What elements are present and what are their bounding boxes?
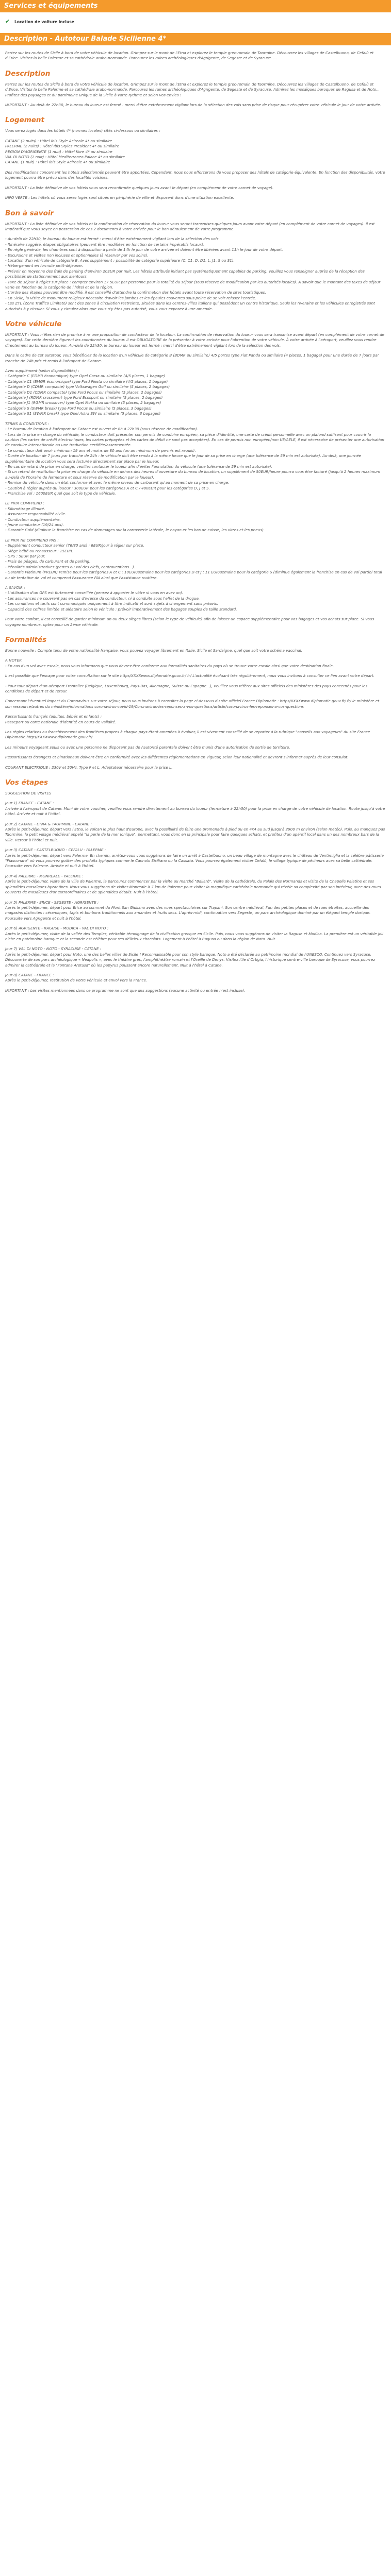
price-excludes-title: LE PRIX NE COMPREND PAS : [5,537,59,543]
terms-title: TERMS & CONDITIONS : [5,421,50,426]
step-item [5,801,386,817]
car-option: - Catégorie J (RDMR crossover) type Ford Ecosport ou similaire (5 places, 2 bagages) [5,395,163,400]
good-to-know-item: - Itinéraire suggéré, étapes obligatoires (peuvent être modifiées en fonction de certains impératifs locaux). [5,242,205,247]
lodging-info: INFO VERTE : Les hôtels où vous serez logés sont situés en périphérie de ville et disposent donc d'une situation excellente. [5,195,234,200]
content [0,50,391,993]
services-header: Services et équipements [0,0,391,12]
price-excludes-item: - Siège bébé ou rehausseur : 15EUR. [5,548,74,553]
terms-item: - Le bureau de location à l'aéroport de Catane est ouvert de 8h à 22h30 (sous réserve de modification). [5,427,198,432]
description-text: Partez sur les routes de Sicile à bord de votre véhicule de location. Grimpez sur le mont de l'Etna et explorez le temple grec-romain de Taormine. Découvrez les villages de Castelbuono, de Cefalù et d'Erice. Visitez la belle Palerme et sa cathédrale arabo-normande. Parcourez les ruines archéologiques d'Agrigente, de Segeste et de Syracuse. Admirez les mosaïques baroques de Ragusa et de Noto... Profitez des paysages et du patrimoine unique de la Sicile à votre rythme et selon vos envies ! [5,81,380,97]
car-title: Votre véhicule [5,320,62,328]
formalities-minors: Les mineurs voyageant seuls ou avec une personne ne disposant pas de l'autorité parentale doivent être munis d'une autorisation de sortie de territoire. [5,744,290,750]
car-option: - Catégorie D (CDMR compacte) type Volkswagen Golf ou similaire (5 places, 2 bagages) [5,384,170,389]
hotel-item: CATANE (2 nuits) : Hôtel Ibis Style Acireale 4* ou similaire [5,138,112,143]
formalities-rules: Les règles relatives au franchissement des frontières propres à chaque pays étant amenées à évoluer, il est vivement conseillé de se reporter à la rubrique "conseils aux voyageurs" du site France Diplomatie.https/XXXXwww.diplomatie.gouv.fr/ [5,729,370,740]
step-label: Jour 1) FRANCE - CATANE : [5,801,54,806]
know-item: - Capacité des coffres limitée et aléatoire selon le véhicule : prévoir impérativement des bagages souples de taille standard. [5,606,237,612]
step-item [5,822,386,843]
car-important: IMPORTANT : Vous n'êtes rien de promise à re une proposition de conducteur de la location. La confirmation de réservation du loueur vous sera transmise avant départ (en complément de votre carnet de voyages). Sur cette dernière figurent les coordonnées du loueur. Il est OBLIGATOIRE de la présenter à votre arrivée pour l'obtention de votre véhicule. À votre arrivée à l'aéroport, veuillez vous rendre directement au bureau du loueur. Au-delà de 22h30, le bureau du loueur est fermé : merci d'être extrêmement vigilant lors de la sélection des vols. [5,332,385,348]
formalities-responsible: Il est possible que l'escape pour votre consultation sur le site https/XXXXwww.diplomatie.gouv.fr/ fr/ L'actualité évoluant très régulièrement, nous vous invitons à consulter ce lien avant votre départ. [5,673,374,679]
step-text: Après le petit-déjeuner, restitution de votre véhicule et envol vers la France. [5,978,148,983]
good-to-know-item: - En règle générale, les chambres sont à disposition à partir de 14h le jour de votre arrivée et doivent être libérées avant 11h le jour de votre départ. [5,247,283,252]
price-includes-item: - Assurance responsabilité civile. [5,512,67,517]
steps-intro: SUGGESTION DE VISITES [5,791,52,795]
step-text: Après le petit-déjeuner, départ vers l'Etna, le volcan le plus haut d'Europe, avec la possibilité de faire une promenade à pied ou en 4x4 au sud jusqu'à 2900 m environ (selon météo). Puis, au manquez pas Taormine, la petit village médiéval appelé "la perle de la mer Ionique", permettant, vous donc en la principale pour faire quelques achats, et profitez d'un apéritif local dans un des nombreux bars de la ville. Retour à l'hôtel et nuit. [5,827,385,842]
good-to-know-item: - Location d'un véhicule de catégorie B. Avec supplément : possibilité de catégorie supérieure (C, C1, D, D1, L, J1, S ou S1). [5,258,235,263]
terms-item: - Lors de la prise en charge du véhicule, le conducteur doit présenter son permis de conduire européen, sa pièce d'identité, une carte de crédit personnelle avec un plafond suffisant pour couvrir la caution (les cartes de crédit électroniques, les cartes prépayées et les cartes de débit ne sont pas acceptées). En cas de permis non européen/non UE/AELE, il est nécessaire de présenter une autorisation de conduire internationale ou une traduction certifiée/assermentée. [5,432,384,448]
good-to-know-item: - Les ZTL (Zone Traffico Limitato) sont des zones à circulation restreinte, situées dans les centres-villes italiens qui possèdent un centre historique. Seuls les riverains et les véhicules enregistrés sont autorisés à y circuler. Si vous y circulez alors que vous n'y êtes pas autorisé, vous vous exposez à une amende. [5,301,375,311]
price-excludes-item: - Pénalités administratives (pertes ou vol des clefs, contraventions...). [5,564,135,569]
price-excludes-list [5,538,386,581]
good-to-know-list [5,236,386,312]
price-excludes-item: - Supplément conducteur senior (76/80 ans) : 6EUR/jour à régler sur place. [5,543,144,548]
good-to-know-item: - En Sicile, la visite de monument religieux nécessite d'avoir les jambes et les épaules couvertes sous peine de se voir refuser l'entrée. [5,295,256,300]
car-option: - Catégorie S1 (SWMR break) type Opel Astra SW ou similaire (5 places, 3 bagages) [5,411,161,416]
formalities-note-title: A NOTER [5,658,22,663]
steps-title: Vos étapes [5,778,48,787]
car-option: - Catégorie J1 (RGMR crossover) type Opel Mokka ou similaire (5 places, 2 bagages) [5,400,161,405]
intro-text: Partez sur les routes de Sicile à bord de votre véhicule de location. Grimpez sur le mont de l'Etna et explorez le temple grec-romain de Taormine. Découvrez les villages de Castelbuono, de Cefalù et d'Erice. Visitez la belle Palerme et sa cathédrale arabo-normande. Parcourez les ruines archéologiques d'Agrigente, de Segeste et de Syracuse. ... [5,50,374,61]
good-to-know-item: - Prévoir en moyenne des frais de parking d'environ 20EUR par nuit. Les hôtels attribués initiant pas systématiquement capables de parking, veuillez vous renseigner auprès de la réception des possibilités de stationnement aux alentours. [5,268,365,279]
step-label: Jour 4) PALERME - MONREALE - PALERME : [5,873,84,878]
steps-important: IMPORTANT : Les visites mentionnées dans ce programme ne sont que des suggestions (aucune activité ou entrée n'est incluse). [5,988,246,993]
know-item: - L'utilisation d'un GPS est fortement conseillée (pensez à apporter le vôtre si vous en avez un). [5,590,184,596]
formalities-intro: Bonne nouvelle : Compte tenu de votre nationalité française, vous pouvez voyager librement en Italie, Sicile et Sardaigne, quel que soit votre schéma vaccinal. [5,648,302,653]
step-item [5,900,386,922]
price-includes-title: LE PRIX COMPREND : [5,501,44,506]
step-label: Jour 3) CATANE - CASTELBUONO - CEFALU - PALERME : [5,848,106,853]
price-includes-item: - Kilométrage illimité. [5,506,45,511]
car-option: - Catégorie C (EDMR économique) type Opel Corsa ou similaire (4/5 places, 1 bagage) [5,374,166,379]
know-list [5,585,386,612]
lodging-important: IMPORTANT : La liste définitive de vos hôtels vous sera reconfirmée quelques jours avant le départ (en complément de votre carnet de voyage). [5,185,274,190]
car-footer: Pour votre confort, il est conseillé de garder minimum un ou deux sièges libres (selon le type de véhicule) afin de laisser un espace supplémentaire pour vos bagages et vos achats sur place. Si vous voyagez nombreux, optez pour un 2ème véhicule. [5,617,374,627]
step-label: Jour 6) AGRIGENTE - RAGUSE - MODICA - VAL DI NOTO : [5,926,109,931]
hotel-item: PALERME (2 nuits) : Hôtel Ibis Styles President 4* ou similaire [5,144,120,149]
know-item: - Les assurances ne couvrent pas en cas d'ivresse du conducteur, ni à conduite sous l'effet de la drogue. [5,596,200,601]
terms-item: - Le conducteur doit avoir minimum 19 ans et moins de 80 ans (un an minimum de permis est requis). [5,448,196,453]
price-excludes-item: - Frais de péages, de carburant et de parking. [5,559,91,564]
step-item [5,848,386,869]
electric-current: COURANT ELECTRIQUE : 230V et 50Hz. Type F et L. Adaptateur nécessaire pour la prise L. [5,765,173,770]
formalities-passport: Passeport ou carte nationale d'identité en cours de validité. [5,719,117,724]
service-item-label: Location de voiture incluse [14,19,74,24]
hotel-item: CATANE (1 nuit) : Hôtel Ibis Style Acireale 4* ou similaire [5,160,110,165]
price-includes-item: - Garantie Gold (diminue la franchise en cas de dommages sur la carrosserie latérale, le hayon et les bas de caisse, les vitres et les pneus). [5,528,265,533]
lodging-note: Des modifications concernant les hôtels sélectionnés peuvent être apportées. Cependant, nous nous efforcerons de vous proposer des hôtels de catégorie équivalente. En fonction des disponibilités, votre logement pourra être prévu dans des localités voisines. [5,170,385,180]
car-option: - Catégorie C1 (EMGR économique) type Ford Fiesta ou similaire (4/5 places, 1 bagage) [5,379,168,384]
hotel-item: REGION D'AGRIGENTE (1 nuit) : Hôtel Kore 4* ou similaire [5,149,112,154]
step-text: Après le petit-déjeuner, visite de la ville de Palerme, la parcourez commencer par la visite au marché "Ballarò". Visite de la cathédrale, du Palais des Normands et visite de la Chapelle Palatine et ses splendides mosaïques byzantines. Nous vous suggérons de visiter Monreale à 7 km de Palerme pour visiter la magnifique cathédrale normande qui révèle sa complexité par son intérieur, avec des murs couverts de mosaïques d'or extraordinaires et de splendides détails. Nuit à l'hôtel. [5,879,381,895]
description-important: IMPORTANT : Au-delà de 22h30, le bureau du loueur est fermé : merci d'être extrêmement vigilant lors de la sélection des vols sans prise de risque pour récupérer votre véhicule le jour de votre arrivée. [5,103,381,108]
terms-item: - Caution à régler auprès du loueur : 300EUR pour les catégories A et C / 400EUR pour les catégories D, J et S. [5,485,210,490]
good-to-know-item: - Hébergement en formule petit-déjeuner. [5,263,83,268]
terms-item: - Durée de location de 7 jours par tranche de 24h : le véhicule doit être rendu à la même heure que le jour de sa prise en charge (une tolérance de 59 min est autorisée). Au-delà, une journée supplémentaire de location vous sera facturée directement sur place par le loueur. [5,453,362,464]
step-text: Après le petit-déjeuner, départ pour Erice au sommet du Mont San Giuliano avec des vues spectaculaires sur Trapani. Son centre médiéval, l'un des petites places et de rues étroites, accueille des magasins distinctes : céramiques, tapis et bonbons traditionnels aux amandes et fruits secs. L'après-midi, continuation vers Segeste, un parc archéologique dominé par un élégant temple dorique. Poursuite vers Agrigente et nuit à l'hôtel. [5,905,371,921]
hotel-item: VAL DI NOTO (1 nuit) : Hôtel Mediterraneo Palace 4* ou similaire [5,155,125,160]
formalities-note-text: - En cas d'un vol avec escale, nous vous informons que vous devrez être conforme aux formalités sanitaires du pays où se trouve votre escale ainsi que votre destination finale. [5,663,334,668]
step-item [5,946,386,968]
formalities-note [5,658,386,669]
car-options-list [5,368,386,417]
page [0,0,391,1004]
step-label: Jour 5) PALERME - ERICE - SEGESTE - AGRIGENTE : [5,900,99,905]
description-header: Description - Autotour Balade Sicilienne 4* [0,33,391,45]
terms-item: - En cas de retard de prise en charge, veuillez contacter le loueur afin d'éviter l'annulation du véhicule (une tolérance de 59 min est autorisée). [5,464,272,469]
step-label: Jour 8) CATANE - FRANCE : [5,972,54,977]
lodging-intro: Vous serez logés dans les hôtels 4* (normes locales) cités ci-dessous ou similaires : [5,128,160,133]
formalities-foreign: Ressortissants étrangers et binationaux doivent être en conformité avec les différentes réglementations en vigueur, selon leur nationalité et devront s'informer auprès de leur consulat. [5,755,349,760]
step-item [5,874,386,895]
price-includes-item: - Jeune conducteur (19/24 ans). [5,522,64,527]
step-item [5,973,386,984]
car-option: - Catégorie D1 (CDMR compacte) type Ford Focus ou similaire (5 places, 2 bagages) [5,389,162,395]
good-to-know-item: - L'ordre des étapes pouvant être modifié, il est conseillé d'attendre la confirmation des hôtels avant toute réservation de sites touristiques. [5,290,266,295]
price-excludes-item: - Garantie Platinum (PREUR) remise pour les catégories A et C : 10EUR/semaine pour les catégories D et J ; 11 EUR/semaine pour la catégorie S (diminue également la franchise en cas de vol partiel total ou de tentative de vol et comprend l'assurance PAI ainsi que l'assistance routière. [5,570,382,580]
price-excludes-item: - GPS : 5EUR par jour. [5,554,45,559]
lodging-title: Logement [5,116,44,125]
car-options-intro: Avec supplément (selon disponibilités) : [5,368,79,374]
check-icon: ✔ [5,18,10,25]
terms-item: - Remise du véhicule dans un état conforme et avec le même niveau de carburant qu'au moment de sa prise en charge. [5,480,230,485]
step-text: Après le petit-déjeuner, départ vers Palerme. En chemin, arrêtez-vous vous suggérons de faire un arrêt à Castelbuono, un beau village de montagne avec le château de Ventimiglia et la célèbre pâtisserie "Fiasconaro" où vous pourrez goûter des produits typiques comme le Cannolo Siciliano ou la Cassata. Vous pourrez également visiter Cefalù, le village typique de pêcheurs avec sa belle cathédrale. Poursuite vers Palerme. Arrivée et nuit à l'hôtel. [5,853,384,869]
formalities-consult: Concernant l'éventuel impact du Coronavirus sur votre séjour, nous vous invitons à consulter la page ci-dessous du site officiel France Diplomatie : https/XXXXwww.diplomatie.gouv.fr/ fr/ le ministère et son ressource/autres du ministère/informations coronavirus-covid-19/Coronavirus-les-reponses-a-vos-questions/article/coronavirus-les-reponses-a-vos-questions [5,699,380,709]
formalities-residents-title: Ressortissants français (adultes, bébés et enfants) : [5,714,102,719]
good-to-know-title: Bon à savoir [5,209,54,217]
good-to-know-item: - Excursions et visites non incluses et optionnelles (à réserver par vos soins). [5,252,149,258]
step-label: Jour 7) VAL DI NOTO - NOTO - SYRACUSE - CATANE : [5,946,102,952]
know-title: A SAVOIR : [5,585,25,590]
step-label: Jour 2) CATANE - ETNA & TAORMINE - CATANE : [5,821,92,826]
formalities-eu: - Pour tout départ d'un aéroport Frontalier (Belgique, Luxembourg, Pays-Bas, Allemagne, Suisse ou Espagne...), veuillez vous référer aux sites officiels des ministères des pays concernés pour les conditions de départ et de retour. [5,683,368,693]
formalities-residents [5,714,386,725]
terms-item: - Si un retard de restitution la prise en charge du véhicule en dehors des heures d'ouverture du bureau de location, un supplément de 50EUR/heure pourra vous être facturé (jusqu'à 2 heures maximum au-delà de l'horaire de fermeture et sous réserve de modification par le loueur). [5,469,381,480]
terms-item: - Franchise vol : 1600EUR quel que soit le type de véhicule. [5,490,116,496]
terms-list [5,421,386,497]
good-to-know-important: IMPORTANT : La liste définitive de vos hôtels et la confirmation de réservation du loueur vous seront transmises quelques jours avant votre départ (en complément de votre carnet de voyages). Il est impératif que vous soyez en possession de ces 2 documents à votre arrivée pour le bon déroulement de votre programme. [5,221,375,231]
step-item [5,926,386,942]
step-text: Arrivée à l'aéroport de Catane. Muni de votre voucher, veuillez vous rendre directement au bureau du loueur (fermeture à 22h30) pour la prise en charge de votre véhicule de location. Route jusqu'à votre hôtel. Arrivée et nuit à l'hôtel. [5,806,385,817]
service-item-car-rental [0,18,391,26]
formalities-title: Formalités [5,635,47,644]
step-text: Après le petit-déjeuner, visite de la vallée des Temples, véritable témoignage de la civilisation grecque en Sicile. Puis, nous vous suggérons de visiter la Raguse et Modica. La première est un véritable joli niche en patrimoine baroque et la seconde est célèbre pour ses délicieux chocolats. Logement à l'hôtel à Ragusa ou dans la région de Noto. Nuit. [5,931,384,941]
car-option: - Catégorie S (SWMR break) type Ford Focus ou similaire (5 places, 3 bagages) [5,405,152,411]
price-includes-list [5,501,386,533]
know-item: - Les conditions et tarifs sont communiqués uniquement à titre indicatif et sont sujets à changement sans préavis. [5,601,218,606]
car-base: Dans le cadre de cet autotour, vous bénéficiez de la location d'un véhicule de catégorie B (BDMR ou similaire) 4/5 portes type Fiat Panda ou similaire (4 places, 1 bagage) pour une durée de 7 jours par tranche de 24h pris et remis à l'aéroport de Catane. [5,353,379,363]
description-title: Description [5,69,51,78]
price-includes-item: - Conducteur supplémentaire. [5,517,61,522]
hotel-list [5,139,386,165]
good-to-know-item: - Au-delà de 22h30, le bureau du loueur est fermé : merci d'être extrêmement vigilant lors de la sélection des vols. [5,236,220,242]
step-text: Après le petit-déjeuner, départ pour Noto, une des belles villes de Sicile ! Reconnaissable pour son style baroque, Noto a été déclarée au patrimoine mondial de l'UNESCO. Continuez vers Syracuse. Découverte de son parc archéologique « Neapolis », avec le théâtre grec, l'amphithéâtre romain et l'Oreille de Denys. Visitez l'île d'Ortigia, l'historique centre-ville baroque de Syracuse, vous pourrez admirer la cathédrale et la "Fontana Aretusa" où les papyrus poussent encore naturellement. Nuit à l'hôtel à Catane. [5,952,376,968]
good-to-know-item: - Taxe de séjour à régler sur place : compter environ 17.5EUR par personne pour la totalité du séjour (sous réserve de modification par les autorités locales). À savoir que le montant des taxes de séjour varie en fonction de la catégorie de l'hôtel et de la région. [5,279,381,290]
